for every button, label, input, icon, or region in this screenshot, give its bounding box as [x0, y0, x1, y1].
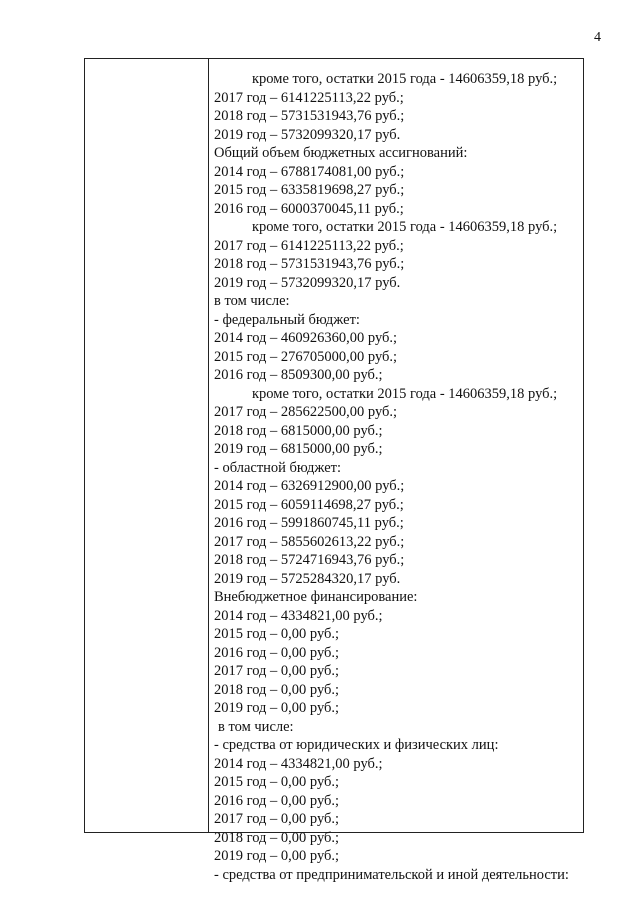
text-line: 2017 год – 6141225113,22 руб.;	[214, 237, 404, 254]
table-left-column	[85, 59, 209, 832]
text-line: 2018 год – 5731531943,76 руб.;	[214, 256, 405, 272]
document-table	[84, 58, 584, 883]
text-line: 2019 год – 0,00 руб.;	[214, 848, 340, 864]
text-line: 2017 год – 0,00 руб.;	[214, 811, 340, 827]
text-line: 2017 год – 285622500,00 руб.;	[214, 404, 398, 420]
table-right-column	[209, 59, 583, 883]
text-line: 2019 год – 0,00 руб.;	[214, 700, 340, 716]
text-line: 2018 год – 5724716943,76 руб.;	[214, 552, 405, 568]
text-line: - средства от юридических и физических лиц:	[214, 737, 499, 753]
text-line: 2014 год – 6788174081,00 руб.;	[214, 163, 405, 180]
text-line: кроме того, остатки 2015 года - 14606359,18 руб.;	[252, 219, 558, 235]
text-line: 2019 год – 5732099320,17 руб.	[214, 126, 401, 143]
text-line: 2019 год – 5732099320,17 руб.	[214, 274, 401, 291]
text-line: кроме того, остатки 2015 года - 14606359,18 руб.;	[252, 385, 558, 402]
text-line: - областной бюджет:	[214, 459, 342, 476]
text-line: Внебюджетное финансирование:	[214, 589, 418, 605]
text-line: в том числе:	[214, 293, 290, 309]
text-line: 2016 год – 0,00 руб.;	[214, 792, 340, 809]
text-line: 2016 год – 5991860745,11 руб.;	[214, 515, 404, 531]
text-line: в том числе:	[218, 718, 294, 735]
text-line: 2014 год – 460926360,00 руб.;	[214, 330, 398, 346]
text-line: 2015 год – 0,00 руб.;	[214, 774, 340, 790]
text-line: 2017 год – 0,00 руб.;	[214, 663, 340, 679]
text-line: 2016 год – 8509300,00 руб.;	[214, 367, 383, 383]
text-line: 2019 год – 6815000,00 руб.;	[214, 441, 383, 457]
text-line: 2014 год – 4334821,00 руб.;	[214, 607, 383, 624]
text-line: 2015 год – 6059114698,27 руб.;	[214, 496, 404, 513]
text-line: 2015 год – 0,00 руб.;	[214, 626, 340, 642]
text-line: 2015 год – 6335819698,27 руб.;	[214, 182, 405, 198]
text-line: 2015 год – 276705000,00 руб.;	[214, 348, 398, 365]
text-line: 2018 год – 6815000,00 руб.;	[214, 422, 383, 439]
text-line: 2016 год – 0,00 руб.;	[214, 644, 340, 661]
text-line: 2019 год – 5725284320,17 руб.	[214, 570, 401, 587]
text-line: 2016 год – 6000370045,11 руб.;	[214, 200, 404, 217]
text-line: - федеральный бюджет:	[214, 311, 360, 328]
text-line: кроме того, остатки 2015 года - 14606359,18 руб.;	[252, 71, 558, 87]
text-line: 2017 год – 5855602613,22 руб.;	[214, 533, 405, 550]
text-line: 2018 год – 0,00 руб.;	[214, 829, 340, 846]
text-line: - средства от предпринимательской и иной деятельности:	[214, 866, 569, 883]
text-line: 2014 год – 4334821,00 руб.;	[214, 755, 383, 772]
text-line: 2018 год – 0,00 руб.;	[214, 681, 340, 698]
text-line: 2018 год – 5731531943,76 руб.;	[214, 108, 405, 124]
text-line: 2017 год – 6141225113,22 руб.;	[214, 89, 404, 106]
text-line: 2014 год – 6326912900,00 руб.;	[214, 478, 405, 494]
text-line: Общий объем бюджетных ассигнований:	[214, 145, 468, 161]
page-number: 4	[594, 30, 601, 45]
